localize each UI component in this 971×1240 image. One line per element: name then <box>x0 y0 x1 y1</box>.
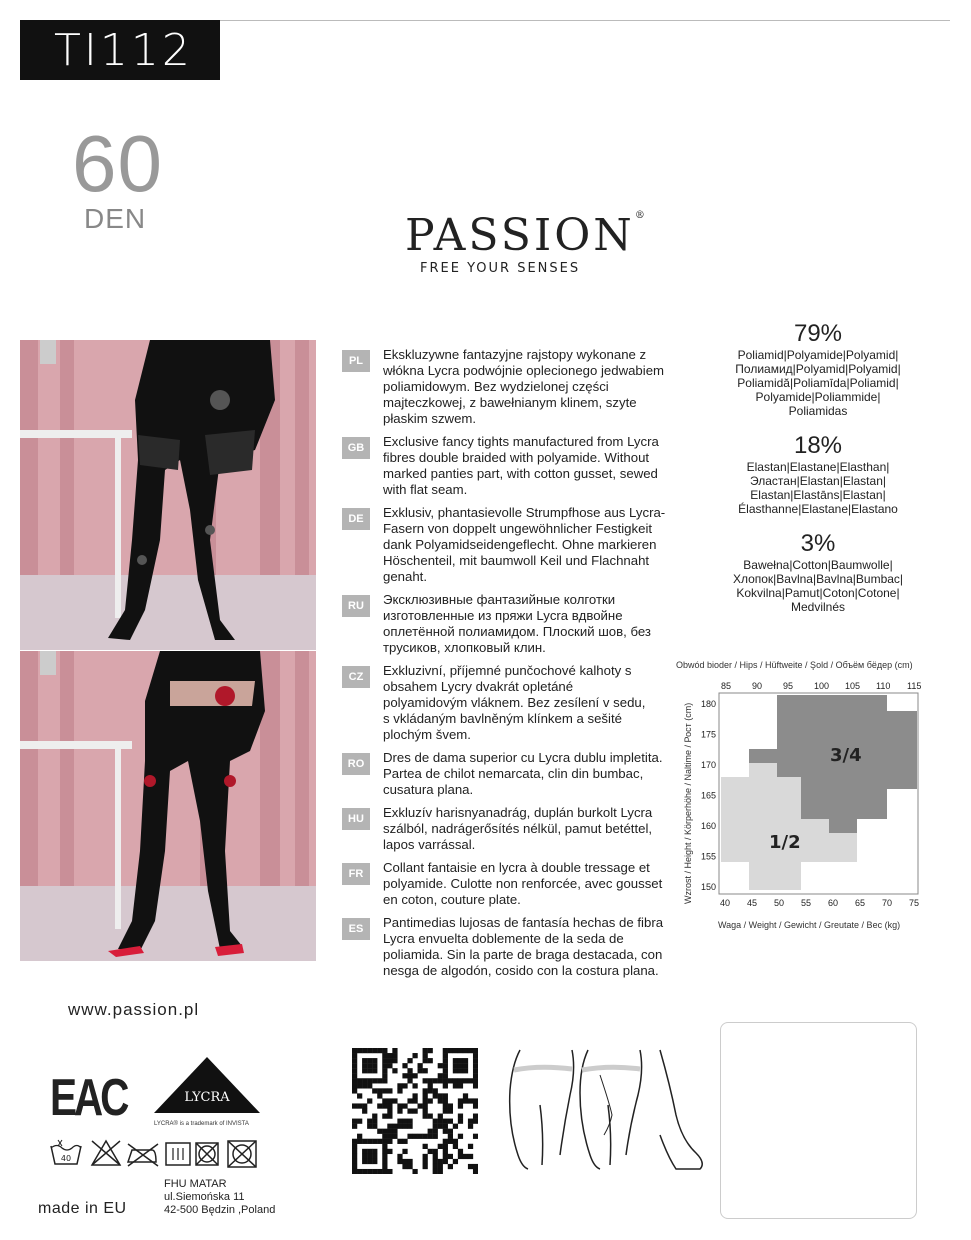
no-tumble-dry-icon <box>196 1143 218 1165</box>
svg-text:40: 40 <box>60 1154 72 1163</box>
description-hu <box>342 798 682 853</box>
size-label-small: 1/2 <box>769 832 801 853</box>
website-link[interactable]: www.passion.pl <box>68 1000 200 1019</box>
hip-tick-label: 90 <box>752 681 763 691</box>
wash-40-icon <box>51 1140 81 1164</box>
description-es <box>342 908 682 979</box>
brand-name: PASSION <box>405 210 635 261</box>
hip-tick-label: 85 <box>721 681 732 691</box>
description-cz <box>342 656 682 743</box>
height-tick-label: 170 <box>701 760 717 770</box>
lang-badge: GB <box>342 437 370 459</box>
description-text: Exclusive fancy tights manufactured from Lycra fibres double braided with polyamide. Without marked panties part, with cotton gusset, sewed with flat seam. <box>383 434 659 497</box>
description-fr <box>342 853 682 908</box>
sticker-area <box>720 1022 917 1219</box>
description-text: Dres de dama superior cu Lycra dublu impletita. Partea de chilot nemarcata, clin din bumbac, cusatura plana. <box>383 750 663 797</box>
height-tick-label: 180 <box>701 699 717 709</box>
composition-polyamide <box>718 320 918 418</box>
product-code: TI112 <box>20 20 220 80</box>
hip-tick-label: 115 <box>907 681 922 691</box>
description-text: Pantimedias lujosas de fantasía hechas de fibra Lycra envuelta doblemente de la seda de poliamida. Sin la parte de braga destacada, con nesga de algodón, cosido con la costura plana. <box>383 915 664 978</box>
description-text: Exkluzivní, příjemné punčochové kalhoty s obsahem Lycry dvakrát opletáné polyamidovým vláknem. Bez zesílení v sedu, s vkládaným bavlněným klínkem a sešité plochým švem. <box>383 663 646 742</box>
weight-tick-label: 65 <box>855 898 866 908</box>
size-chart-xlabel: Waga / Weight / Gewicht / Greutate / Bec (kg) <box>718 920 901 930</box>
address-line: 42-500 Będzin ,Poland <box>164 1204 276 1216</box>
registered-mark: ® <box>634 210 648 221</box>
description-text: Эксклюзивные фантазийные колготки изготовленные из пряжи Lycra вдвойне оплетённой полиамидом. Плоский шов, без трусиков, хлопковый клин. <box>383 592 651 655</box>
lang-badge: RO <box>342 753 370 775</box>
weight-tick-label: 55 <box>801 898 812 908</box>
description-text: Collant fantaisie en lycra à double tressage et polyamide. Culotte non renforcée, avec gousset en coton, couture plate. <box>383 860 663 907</box>
description-ro <box>342 743 682 798</box>
brand-logo <box>405 210 648 261</box>
tights-diagram <box>500 1045 710 1175</box>
weight-tick-label: 45 <box>747 898 758 908</box>
den-unit: DEN <box>84 203 147 234</box>
den-value: 60 <box>72 119 163 208</box>
lang-badge: HU <box>342 808 370 830</box>
description-de <box>342 498 682 585</box>
lang-badge: ES <box>342 918 370 940</box>
lang-badge: PL <box>342 350 370 372</box>
description-text: Ekskluzywne fantazyjne rajstopy wykonane z włókna Lycra podwójnie oplecionego jedwabiem poliamidowym. Bez wydzielonej części majteczkowej, z bawełnianym klinem, szyte płaskim szwem. <box>383 347 665 426</box>
size-chart-title: Obwód bioder / Hips / Hüftweite / Şold / Объём бёдер (cm) <box>676 660 913 670</box>
hip-labels <box>721 681 921 691</box>
height-tick-label: 165 <box>701 790 717 801</box>
company-address <box>164 1178 275 1217</box>
svg-text:LYCRA: LYCRA <box>184 1090 230 1105</box>
made-in-label: made in EU <box>38 1200 127 1217</box>
hip-tick-label: 100 <box>814 681 830 691</box>
lycra-logo <box>152 1055 262 1119</box>
care-symbols <box>48 1138 264 1170</box>
composition-names: Poliamid|Polyamide|Polyamid| Полиамид|Polyamid|Polyamid| Poliamidă|Poliamīda|Poliamid| Polyamide|Poliammide| Poliamidas <box>735 348 901 418</box>
address-line: ul.Siemońska 11 <box>164 1191 245 1203</box>
description-text: Exkluzív harisnyanadrág, duplán burkolt Lycra szálból, nadrágerősítés nélkül, pamut betéttel, lapos varrással. <box>383 805 653 852</box>
composition-names: Elastan|Elastane|Elasthan| Эластан|Elastan|Elastan| Elastan|Elastāns|Elastan| Élasthanne|Elastane|Elastano <box>738 460 898 516</box>
eac-mark: EAC <box>50 1069 127 1127</box>
description-pl <box>342 340 682 427</box>
height-tick-label: 150 <box>701 882 717 892</box>
lycra-trademark-note: LYCRA® is a trademark of INVISTA <box>154 1121 249 1127</box>
hip-tick-label: 95 <box>783 681 794 691</box>
composition-names: Bawełna|Cotton|Baumwolle| Хлопок|Bavlna|Bavlna|Bumbac| Kokvilna|Pamut|Coton|Cotone| Medvilnés <box>732 558 904 614</box>
line-dry-icon <box>166 1143 190 1165</box>
composition-percent: 3% <box>800 530 836 557</box>
top-rule <box>220 20 950 21</box>
lang-badge: RU <box>342 595 370 617</box>
height-tick-label: 160 <box>701 821 717 831</box>
composition-elastane <box>718 432 918 516</box>
description-ru <box>342 585 682 656</box>
weight-tick-label: 60 <box>828 898 839 908</box>
height-tick-label: 175 <box>701 729 717 740</box>
weight-tick-label: 50 <box>774 898 785 908</box>
composition-percent: 18% <box>793 432 843 459</box>
lang-badge: CZ <box>342 666 370 688</box>
height-tick-label: 155 <box>701 851 717 862</box>
lang-badge: FR <box>342 863 370 885</box>
no-bleach-icon <box>92 1141 120 1165</box>
descriptions-list <box>342 340 682 979</box>
description-text: Exklusiv, phantasievolle Strumpfhose aus Lycra-Fasern von doppelt ungewöhnlicher Festigkeit dank Polyamidseidengeflecht. Ohne markieren Höschenteil, mit baumwoll Keil und Flachnaht genaht. <box>383 505 666 584</box>
weight-tick-label: 70 <box>882 898 893 908</box>
weight-labels <box>720 898 919 908</box>
height-labels <box>701 699 716 892</box>
product-photo-black <box>20 340 316 650</box>
qr-code[interactable] <box>352 1048 478 1174</box>
size-label-large: 3/4 <box>830 745 862 766</box>
lang-badge: DE <box>342 508 370 530</box>
size-chart <box>690 676 930 912</box>
weight-tick-label: 75 <box>909 898 920 908</box>
no-dry-clean-icon <box>228 1141 256 1167</box>
size-chart-ylabel: Wzrost / Height / Körperhöhe / Naltime / Рост (cm) <box>683 702 693 904</box>
composition-percent: 79% <box>793 320 843 347</box>
product-photo-red <box>20 651 316 961</box>
brand-tagline: FREE YOUR SENSES <box>420 261 581 276</box>
description-gb <box>342 427 682 498</box>
weight-tick-label: 40 <box>720 898 731 908</box>
composition-cotton <box>718 530 918 614</box>
address-line: FHU MATAR <box>164 1178 227 1190</box>
hip-tick-label: 105 <box>845 681 861 691</box>
no-iron-icon <box>128 1144 158 1166</box>
hip-tick-label: 110 <box>876 681 891 691</box>
